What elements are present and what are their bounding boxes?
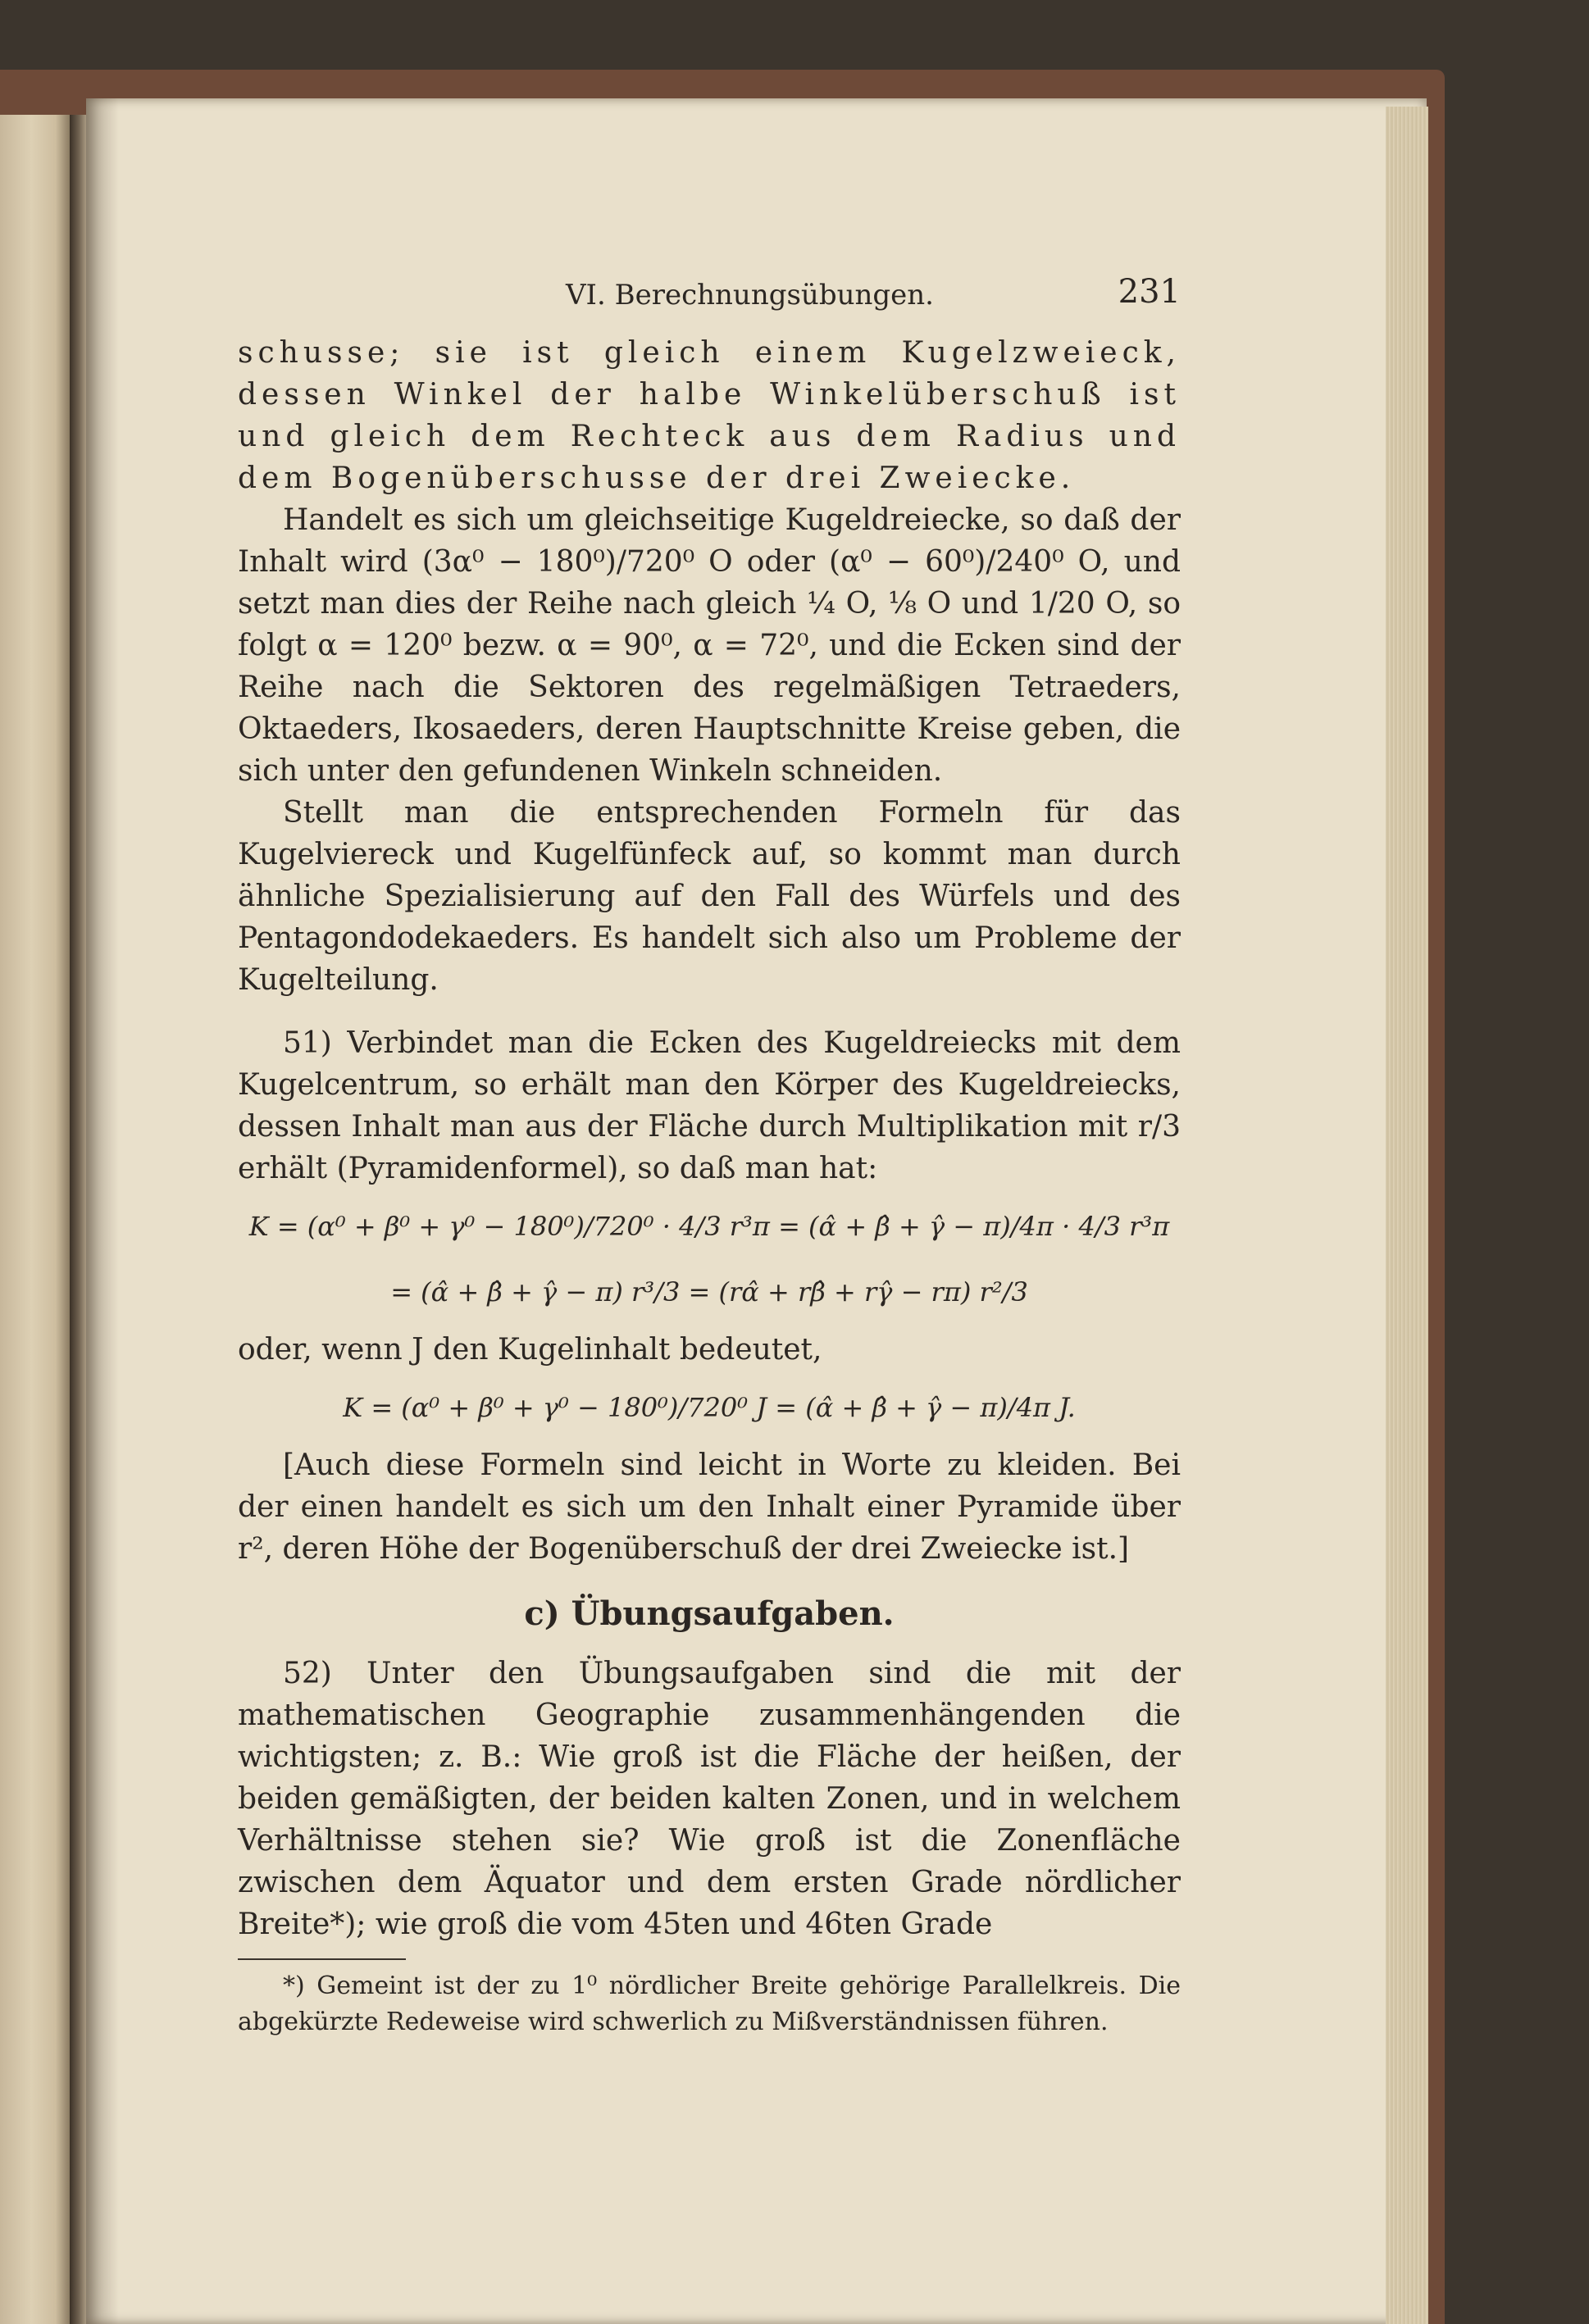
book-gutter [70, 115, 88, 2324]
page-shadow [86, 98, 119, 2324]
header-title: VI. Berechnungsübungen. [566, 279, 934, 312]
bracket-note: [Auch diese Formeln sind leicht in Worte zu kleiden. Bei der einen handelt es sich um den Inhalt einer Pyramide über r², deren Höhe der Bogenüberschuß der drei Zweiecke ist.] [238, 1449, 1181, 1566]
page-content [238, 275, 1181, 2040]
paragraph-1: schusse; sie ist gleich einem Kugelzweieck, dessen Winkel der halbe Winkelüberschuß ist und gleich dem Rechteck aus dem Radius und dem Bogenüberschusse der drei Zweiecke. [238, 336, 1181, 495]
formula-3: K = (α⁰ + β⁰ + γ⁰ − 180⁰)/720⁰ J = (α̂ + β̂ + γ̂ − π)/4π J. [343, 1392, 1076, 1423]
page-stack-edge [1386, 107, 1428, 2324]
formula-2: = (α̂ + β̂ + γ̂ − π) r³/3 = (rα̂ + rβ̂ + rγ̂ − rπ) r²/3 [390, 1276, 1028, 1308]
section-heading: c) Übungsaufgaben. [524, 1594, 895, 1633]
previous-page-edge [0, 115, 70, 2324]
text-between-formulas: oder, wenn J den Kugelinhalt bedeutet, [238, 1333, 822, 1367]
footnote: *) Gemeint ist der zu 1⁰ nördlicher Breite gehörige Parallelkreis. Die abgekürzte Redeweise wird schwerlich zu Mißverständnissen führen. [238, 1972, 1181, 2036]
footnote-rule [238, 1958, 406, 1960]
paragraph-2: Handelt es sich um gleichseitige Kugeldreiecke, so daß der Inhalt wird (3α⁰ − 180⁰)/720⁰ O oder (α⁰ − 60⁰)/240⁰ O, und setzt man dies der Reihe nach gleich ¼ O, ⅛ O und 1/20 O, so folgt α = 120⁰ bezw. α = 90⁰, α = 72⁰, und die Ecken sind der Reihe nach die Sektoren des regelmäßigen Tetraeders, Oktaeders, Ikosaeders, deren Hauptschnitte Kreise geben, die sich unter den gefundenen Winkeln schneiden. [238, 503, 1181, 788]
page-number: 231 [1118, 273, 1181, 311]
paragraph-3: Stellt man die entsprechenden Formeln für das Kugelviereck und Kugelfünfeck auf, so kommt man durch ähnliche Spezialisierung auf den Fall des Würfels und des Pentagondodekaeders. Es handelt sich also um Probleme der Kugelteilung. [238, 796, 1181, 997]
paragraph-51: 51) Verbindet man die Ecken des Kugeldreiecks mit dem Kugelcentrum, so erhält man den Körper des Kugeldreiecks, dessen Inhalt man aus der Fläche durch Multiplikation mit r/3 erhält (Pyramidenformel), so daß man hat: [238, 1026, 1181, 1185]
paragraph-52: 52) Unter den Übungsaufgaben sind die mit der mathematischen Geographie zusammenhängenden die wichtigsten; z. B.: Wie groß ist die Fläche der heißen, der beiden gemäßigten, der beiden kalten Zonen, und in welchem Verhältnisse stehen sie? Wie groß ist die Zonenfläche zwischen dem Äquator und dem ersten Grade nördlicher Breite*); wie groß die vom 45ten und 46ten Grade [238, 1657, 1181, 1941]
formula-1: K = (α⁰ + β⁰ + γ⁰ − 180⁰)/720⁰ · 4/3 r³π = (α̂ + β̂ + γ̂ − π)/4π · 4/3 r³π [248, 1211, 1170, 1242]
running-header [238, 275, 1181, 332]
